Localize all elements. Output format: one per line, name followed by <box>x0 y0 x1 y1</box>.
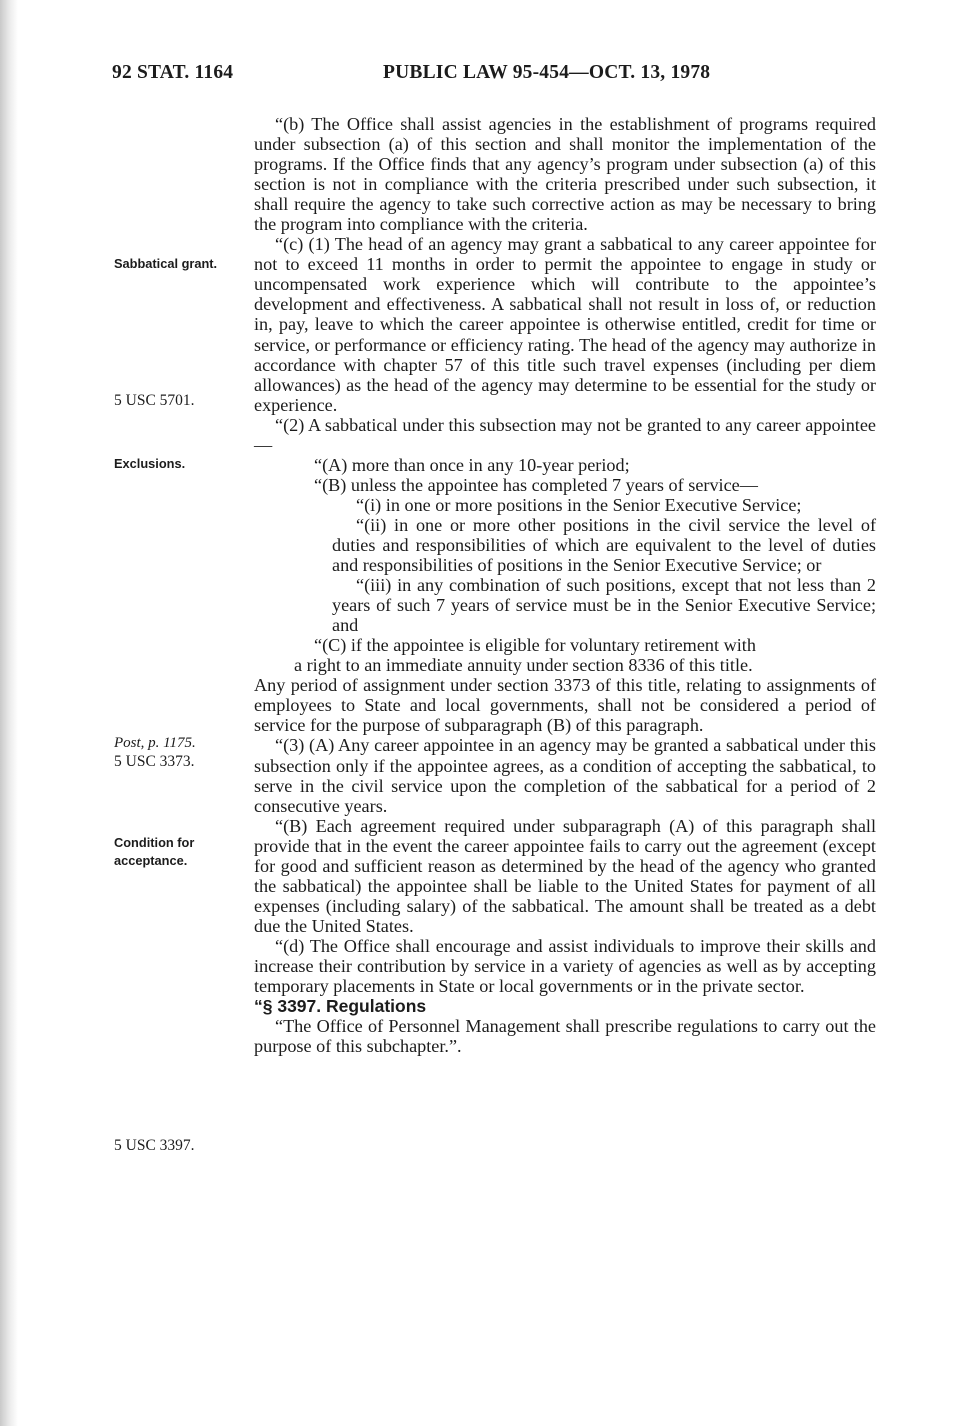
paragraph-d: “(d) The Office shall encourage and assist individuals to improve their skills and increase their contribution by service in a variety of agencies as well as by accepting temporary placements in State or local governments or in the private sector. <box>254 935 876 997</box>
paragraph-3-A: “(3) (A) Any career appointee in an agency may be granted a sabbatical under this subsection only if the appointee agrees, as a condition of accepting the sabbatical, to serve in the civil service upon the completion of the sabbatical for a period of 2 consecutive years. <box>254 735 876 816</box>
subparagraph-C-line1: “(C) if the appointee is eligible for voluntary retirement with <box>314 635 756 656</box>
margin-note-5-usc-5701: 5 USC 5701. <box>114 392 195 409</box>
paragraph-3-B: “(B) Each agreement required under subparagraph (A) of this paragraph shall provide that in the event the career appointee fails to carry out the agreement (except for good and sufficient reason as determined by the head of the agency who granted the sabbatical) the appointee shall be liable to the United States for payment of all expenses (including salary) of the sabbatical. The amount shall be treated as a debt due the United States. <box>254 815 876 936</box>
clause-i: “(i) in one or more positions in the Senior Executive Service; <box>356 494 802 515</box>
margin-note-condition-line1: Condition for <box>114 835 195 850</box>
margin-note-sabbatical-grant: Sabbatical grant. <box>114 256 218 271</box>
statute-body <box>254 114 876 1056</box>
subparagraph-A: “(A) more than once in any 10-year period; <box>314 454 630 475</box>
paragraph-b: “(b) The Office shall assist agencies in the establishment of programs required under subsection (a) of this section and shall monitor the implementation of the programs. If the Office finds that any agency’s program under subsection (a) of this section is not in compliance with the criteria prescribed under such subsection, it shall require the agency to take such corrective action as may be necessary to bring the program into compliance with the criteria. <box>254 114 876 235</box>
page-edge-shadow <box>0 0 18 1426</box>
paragraph-c-2: “(2) A sabbatical under this subsection may not be granted to any career appointee— <box>254 414 876 455</box>
margin-note-post-ref: Post, p. 1175. <box>114 735 196 751</box>
margin-note-5-usc-3373: 5 USC 3373. <box>114 753 195 770</box>
paragraph-c-1: “(c) (1) The head of an agency may grant a sabbatical to any career appointee for not to exceed 11 months in order to permit the appointee to engage in study or uncompensated work experience which will contribute to the appointee’s development and effectiveness. A sabbatical shall not result in loss of, or reduction in, pay, leave to which the career appointee is otherwise entitled, credit for time or service, or performance or efficiency rating. The head of the agency may authorize in accordance with chapter 57 of this title such travel expenses (including per diem allowances) as the head of the agency may determine to be essential for the study or experience. <box>254 234 876 415</box>
clause-ii: “(ii) in one or more other positions in the civil service the level of duties and responsibilities of which are equivalent to the level of duties and responsibilities of positions in the Senior Executive Service; or <box>332 514 876 576</box>
margin-note-condition-line2: acceptance. <box>114 853 188 868</box>
public-law-title: PUBLIC LAW 95-454—OCT. 13, 1978 <box>383 62 711 83</box>
subparagraph-C-line2: a right to an immediate annuity under section 8336 of this title. <box>294 655 753 676</box>
section-3397-heading: “§ 3397. Regulations <box>254 996 427 1017</box>
stat-page-number: 92 STAT. 1164 <box>112 62 234 83</box>
subparagraph-B: “(B) unless the appointee has completed 7 years of service— <box>314 474 758 495</box>
paragraph-assignment-period: Any period of assignment under section 3373 of this title, relating to assignments of employees to State and local governments, shall not be considered a period of service for the purpose of subparagraph (B) of this paragraph. <box>254 675 876 736</box>
margin-note-exclusions: Exclusions. <box>114 456 186 471</box>
running-head <box>112 62 882 92</box>
paragraph-regulations: “The Office of Personnel Management shall prescribe regulations to carry out the purpose of this subchapter.”. <box>254 1016 876 1057</box>
margin-note-5-usc-3397: 5 USC 3397. <box>114 1137 195 1154</box>
clause-iii: “(iii) in any combination of such positions, except that not less than 2 years of such 7 years of service must be in the Senior Executive Service; and <box>332 575 876 636</box>
